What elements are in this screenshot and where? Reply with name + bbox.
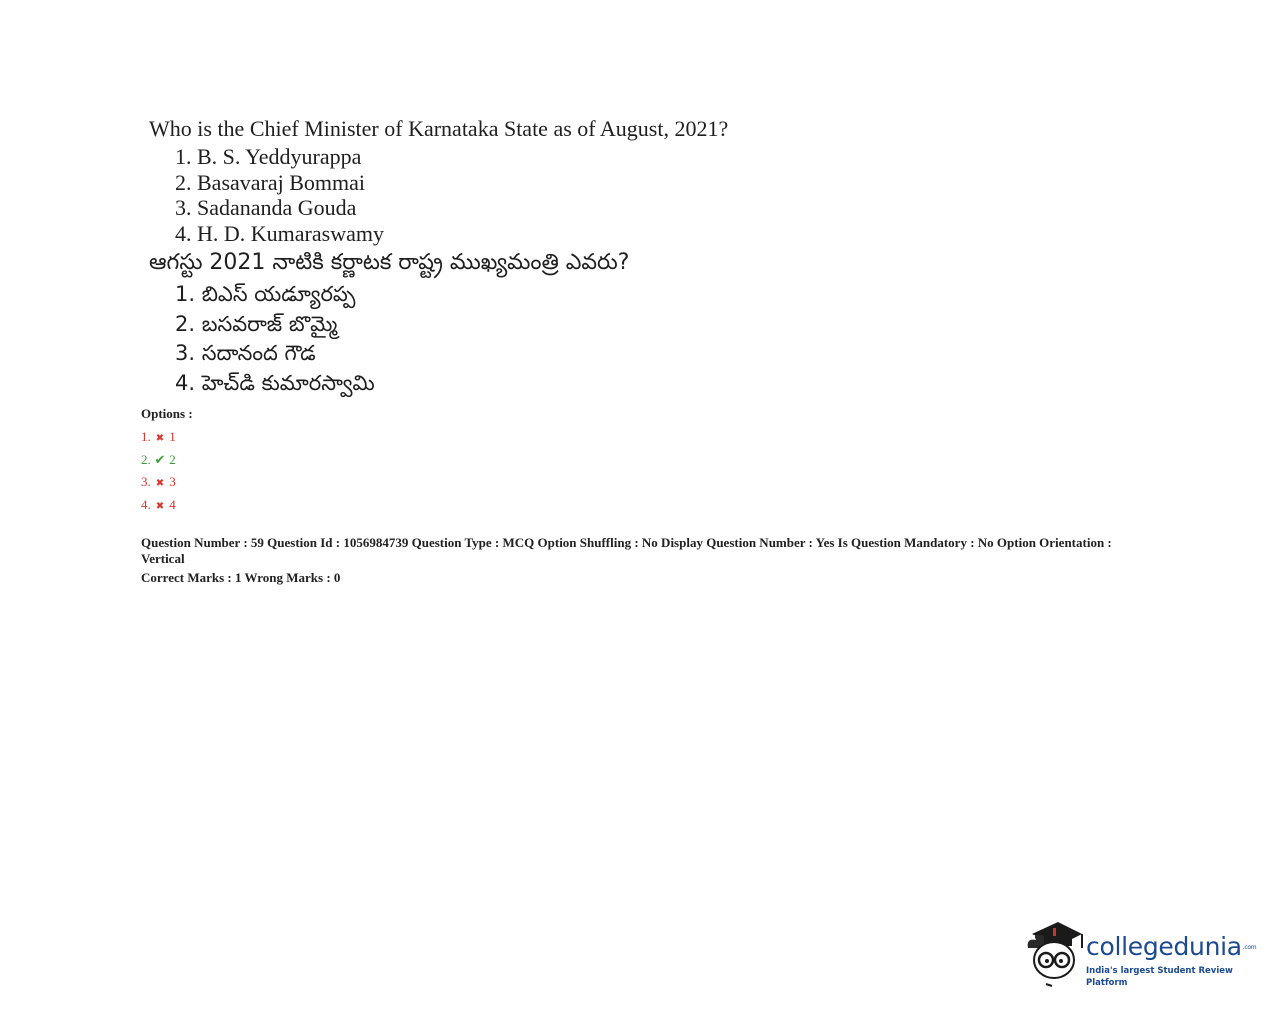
question-block — [149, 114, 728, 398]
cross-icon: ✖ — [155, 433, 165, 444]
english-option: 3. Sadananda Gouda — [175, 195, 357, 220]
option-number: 1. — [141, 429, 151, 444]
option-value: 1 — [169, 429, 176, 444]
mascot-logo-icon — [1024, 918, 1086, 988]
answer-option-row — [141, 471, 193, 494]
option-number: 2. — [141, 452, 151, 467]
answer-option-row — [141, 449, 193, 471]
telugu-option: 2. బసవరాజ్ బొమ్మై — [175, 311, 338, 336]
english-option: 1. B. S. Yeddyurappa — [175, 144, 362, 169]
option-value: 3 — [169, 474, 176, 489]
question-text-english: Who is the Chief Minister of Karnataka State as of August, 2021? — [149, 116, 729, 141]
english-option: 4. H. D. Kumaraswamy — [175, 220, 384, 246]
telugu-option: 4. హెచ్‌డి కుమారస్వామి — [175, 370, 375, 395]
options-heading: Options : — [141, 406, 193, 421]
english-options-list — [149, 144, 728, 246]
brand-logo — [1024, 918, 1264, 990]
brand-suffix: .com — [1242, 944, 1257, 951]
telugu-option: 3. సదానంద గౌడ — [175, 341, 316, 365]
option-number: 4. — [141, 497, 151, 512]
question-text-telugu: ఆగస్టు 2021 నాటికి కర్ణాటక రాష్ట్ర ముఖ్యమంత్రి ఎవరు? — [149, 250, 630, 275]
english-option: 2. Basavaraj Bommai — [175, 169, 366, 195]
option-value: 4 — [169, 497, 176, 512]
question-details: Question Number : 59 Question Id : 1056984739 Question Type : MCQ Option Shuffling : No Display Question Number : Yes Is Question Mandatory : No Option Orientation : Vertical — [141, 535, 1112, 566]
option-value: 2 — [169, 452, 176, 467]
option-number: 3. — [141, 474, 151, 489]
brand-tagline: India's largest Student Review Platform — [1086, 966, 1233, 988]
answer-option-row — [141, 426, 193, 449]
telugu-option: 1. బిఎస్ యడ్యూరప్ప — [175, 282, 356, 306]
cross-icon: ✖ — [155, 501, 165, 512]
brand-name — [1086, 932, 1264, 963]
check-icon: ✔ — [154, 453, 166, 468]
marks-info: Correct Marks : 1 Wrong Marks : 0 — [141, 570, 341, 585]
cross-icon: ✖ — [155, 478, 165, 489]
answer-option-row — [141, 494, 193, 517]
brand-name-text: collegedunia — [1086, 932, 1242, 961]
question-metadata — [141, 535, 1141, 586]
brand-text — [1086, 932, 1264, 989]
answer-options — [141, 406, 193, 517]
telugu-options-list — [149, 280, 728, 398]
